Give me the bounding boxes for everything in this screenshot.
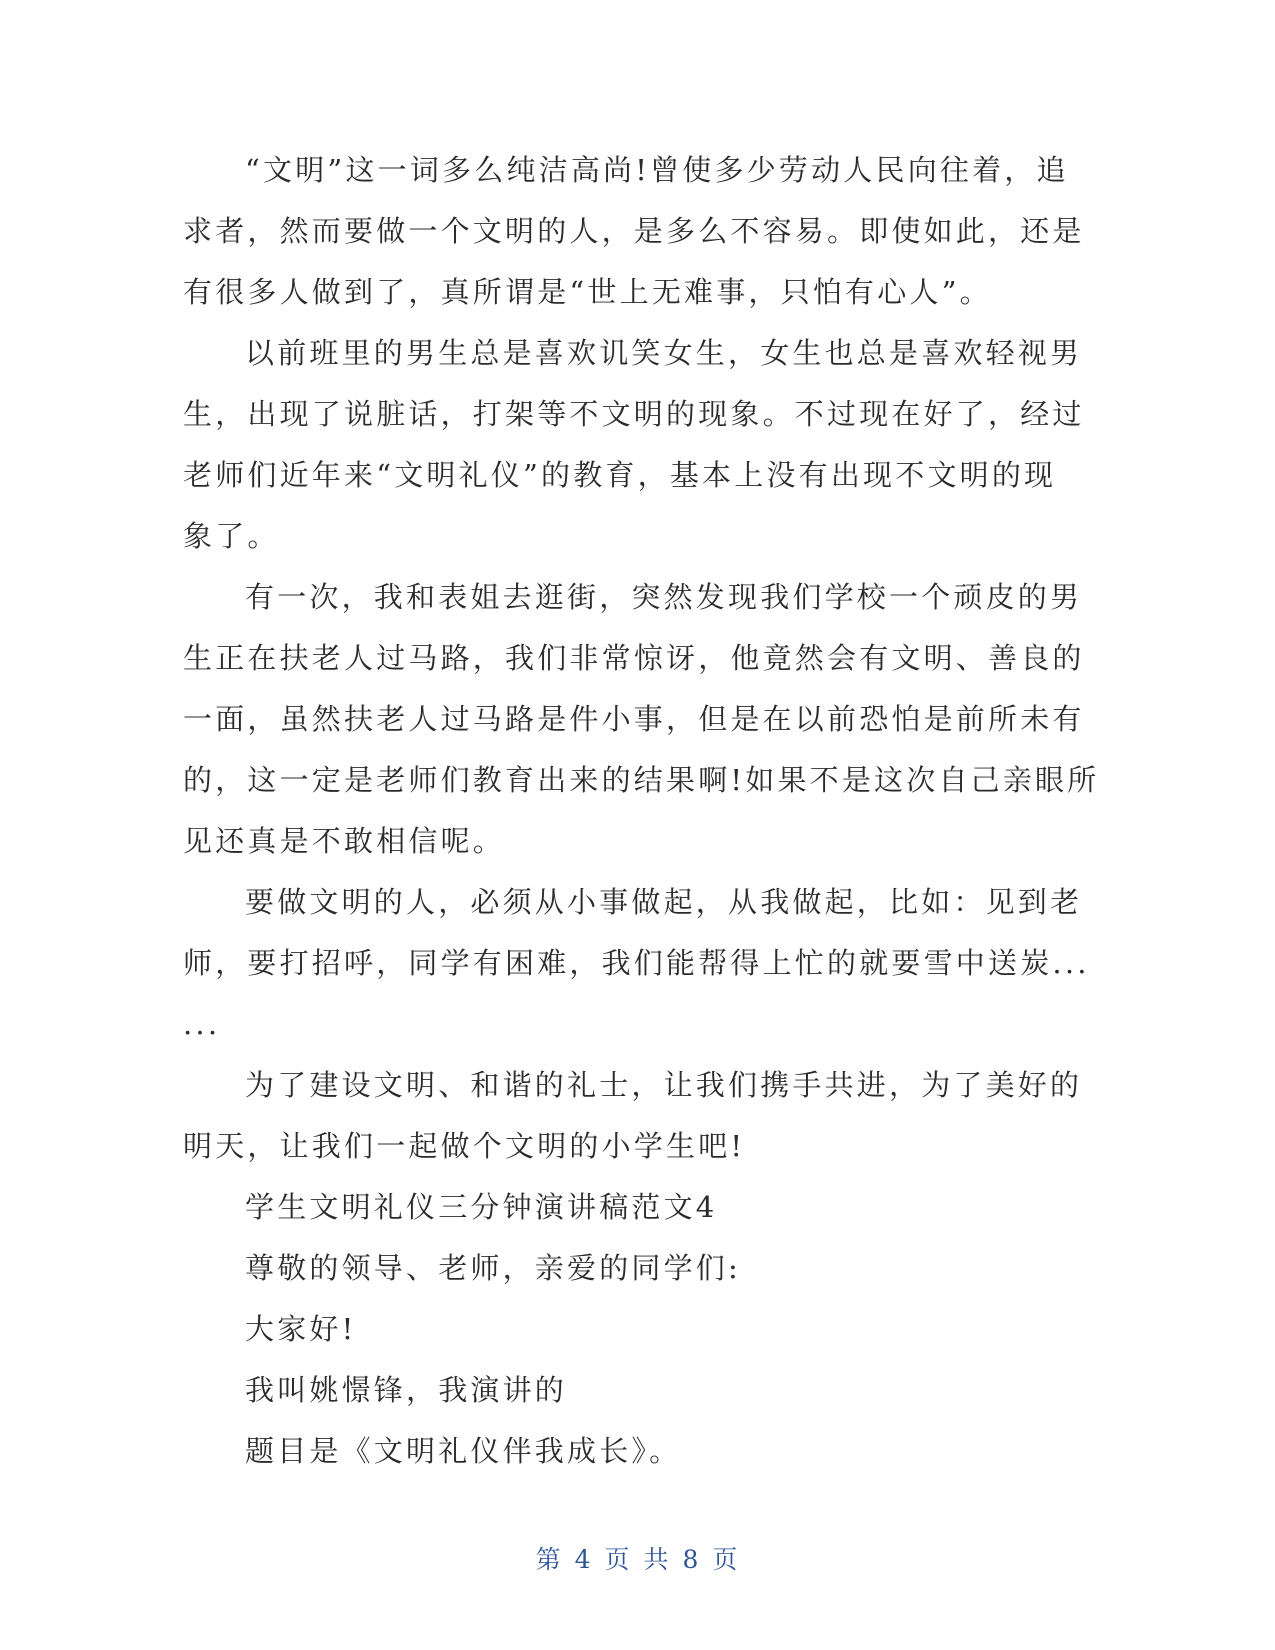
- footer-label-total: 共: [643, 1545, 671, 1574]
- footer-label-unit: 页: [604, 1545, 632, 1574]
- paragraph-line: 老师们近年来“文明礼仪”的教育，基本上没有出现不文明的现: [183, 458, 1057, 492]
- paragraph-line: 以前班里的男生总是喜欢讥笑女生，女生也总是喜欢轻视男: [245, 336, 1083, 370]
- footer-current-page: 4: [574, 1545, 593, 1574]
- greeting-line: 大家好!: [245, 1312, 357, 1346]
- paragraph-line: 要做文明的人，必须从小事做起，从我做起，比如：见到老: [245, 885, 1083, 919]
- footer-label-unit2: 页: [712, 1545, 740, 1574]
- paragraph-line: 我叫姚憬锋，我演讲的: [245, 1373, 568, 1407]
- document-body: [183, 140, 1100, 1482]
- paragraph-line: 明天，让我们一起做个文明的小学生吧!: [183, 1129, 746, 1163]
- paragraph-line: 求者，然而要做一个文明的人，是多么不容易。即使如此，还是: [183, 214, 1085, 248]
- paragraph-line: 有一次，我和表姐去逛街，突然发现我们学校一个顽皮的男: [245, 580, 1083, 614]
- page-footer: [0, 1540, 1275, 1576]
- paragraph-line: 一面，虽然扶老人过马路是件小事，但是在以前恐怕是前所未有: [183, 702, 1085, 736]
- paragraph-line: 有很多人做到了，真所谓是“世上无难事，只怕有心人”。: [183, 275, 992, 309]
- paragraph-line: 的，这一定是老师们教育出来的结果啊!如果不是这次自己亲眼所: [183, 763, 1100, 797]
- paragraph-line: 生正在扶老人过马路，我们非常惊讶，他竟然会有文明、善良的: [183, 641, 1085, 675]
- paragraph-line: 生，出现了说脏话，打架等不文明的现象。不过现在好了，经过: [183, 397, 1085, 431]
- footer-label-page: 第: [535, 1545, 563, 1574]
- footer-total-pages: 8: [682, 1545, 701, 1574]
- paragraph-line: “文明”这一词多么纯洁高尚!曾使多少劳动人民向往着，追: [245, 153, 1069, 187]
- paragraph-line: 为了建设文明、和谐的礼士，让我们携手共进，为了美好的: [245, 1068, 1083, 1102]
- section-heading: 学生文明礼仪三分钟演讲稿范文4: [245, 1190, 718, 1224]
- paragraph-line: 见还真是不敢相信呢。: [183, 824, 506, 858]
- salutation-line: 尊敬的领导、老师，亲爱的同学们:: [245, 1251, 741, 1285]
- paragraph-line: 师，要打招呼，同学有困难，我们能帮得上忙的就要雪中送炭...: [183, 946, 1090, 980]
- paragraph-line: 题目是《文明礼仪伴我成长》。: [245, 1434, 682, 1468]
- paragraph-line: ...: [183, 1007, 221, 1041]
- paragraph-line: 象了。: [183, 519, 280, 553]
